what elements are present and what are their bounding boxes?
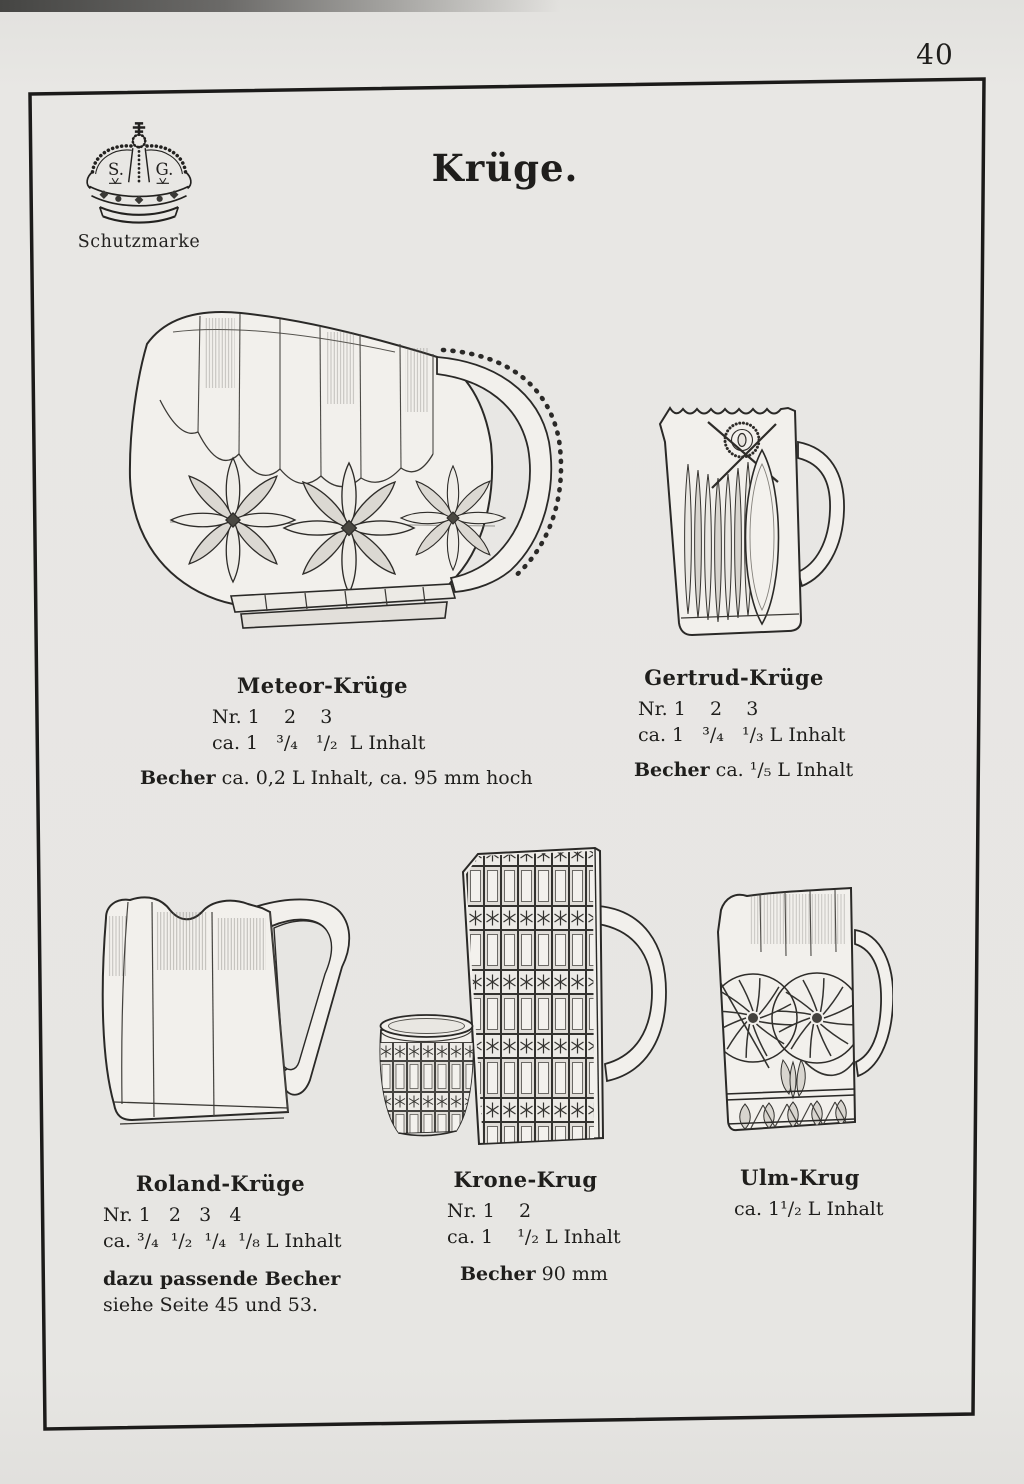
roland-jug-illustration <box>92 872 357 1157</box>
product-name-ulm: Ulm-Krug <box>740 1165 860 1190</box>
product-name-roland: Roland-Krüge <box>135 1171 306 1196</box>
trademark-letter-s: S. <box>108 160 124 180</box>
ulm-jug-illustration <box>705 872 893 1162</box>
page-title: Krüge. <box>431 146 579 190</box>
gertrud-caption <box>628 665 854 783</box>
krone-becher-note: Becher 90 mm <box>460 1263 608 1285</box>
trademark-label: Schutzmarke <box>77 232 201 252</box>
gertrud-becher-note: Becher ca. ¹/₅ L Inhalt <box>634 759 854 781</box>
page-number: 40 <box>916 38 954 71</box>
krone-nr-line: Nr. 1 2 <box>447 1200 532 1222</box>
krone-jug-and-becher-illustration <box>365 842 675 1157</box>
krone-size-line: ca. 1 ¹/₂ L Inhalt <box>447 1226 621 1248</box>
trademark-letter-g: G. <box>155 160 174 180</box>
meteor-becher-note: Becher ca. 0,2 L Inhalt, ca. 95 mm hoch <box>140 767 533 789</box>
roland-size-line: ca. ³/₄ ¹/₂ ¹/₄ ¹/₈ L Inhalt <box>103 1230 342 1252</box>
roland-becher-note-line2: siehe Seite 45 und 53. <box>103 1294 318 1316</box>
meteor-jug-illustration <box>115 282 565 667</box>
roland-becher-note: dazu passende Becher <box>103 1268 341 1290</box>
product-name-meteor: Meteor-Krüge <box>237 673 408 698</box>
meteor-size-line: ca. 1 ³/₄ ¹/₂ L Inhalt <box>212 732 426 754</box>
product-name-gertrud: Gertrud-Krüge <box>644 665 824 690</box>
roland-caption <box>98 1172 343 1318</box>
gertrud-size-line: ca. 1 ³/₄ ¹/₃ L Inhalt <box>638 724 846 746</box>
gertrud-nr-line: Nr. 1 2 3 <box>638 698 759 720</box>
gertrud-jug-illustration <box>638 378 856 653</box>
meteor-caption <box>140 673 533 791</box>
ulm-size-line: ca. 1¹/₂ L Inhalt <box>734 1198 884 1220</box>
ulm-caption <box>720 1165 884 1222</box>
meteor-nr-line: Nr. 1 2 3 <box>212 706 333 728</box>
product-name-krone: Krone-Krug <box>453 1167 598 1192</box>
krone-caption <box>438 1167 621 1287</box>
roland-nr-line: Nr. 1 2 3 4 <box>103 1204 242 1226</box>
